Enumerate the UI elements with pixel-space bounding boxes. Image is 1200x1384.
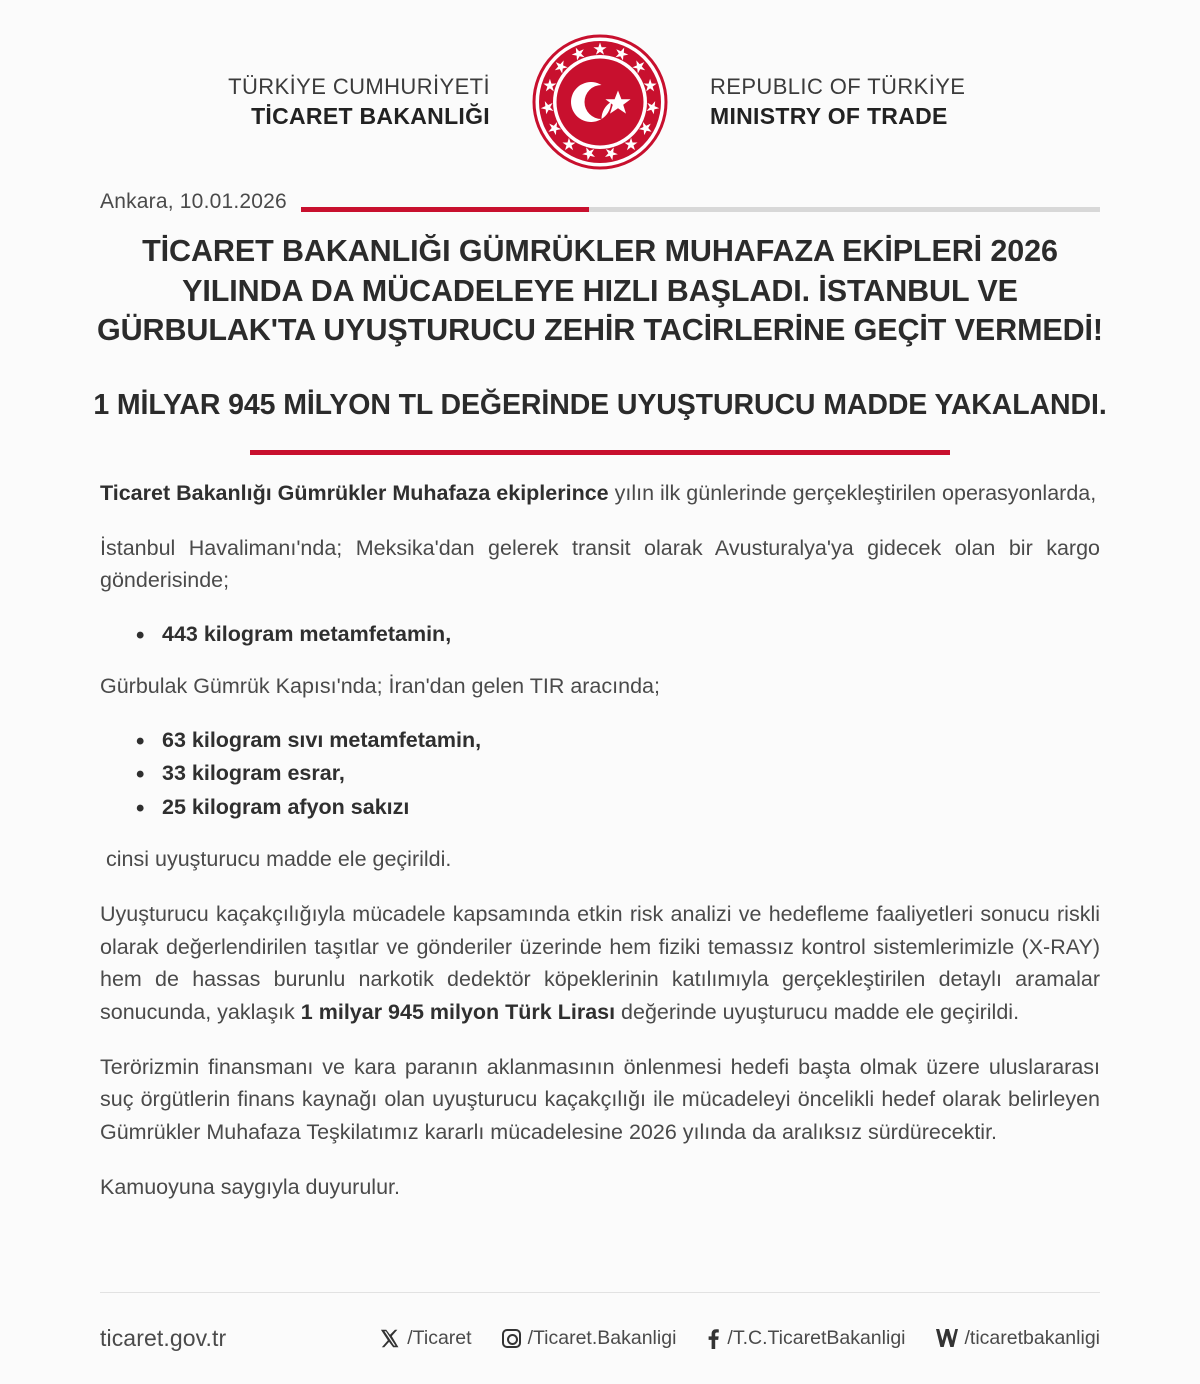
header-en-line2: MINISTRY OF TRADE [710,103,948,130]
list-item: • 443 kilogram metamfetamin, [134,619,1100,650]
header-right-english [668,72,1038,133]
header-tr-line2: TİCARET BAKANLIĞI [251,103,490,130]
social-link-facebook[interactable] [706,1327,905,1350]
page-title: TİCARET BAKANLIĞI GÜMRÜKLER MUHAFAZA EKİPLERİ 2026 YILINDA DA MÜCADELEYE HIZLI BAŞLADI. İSTANBUL VE GÜRBULAK'TA UYUŞTURUCU ZEHİR TACİRLERİNE GEÇİT VERMEDİ! [97,234,1103,348]
divider-gray-segment [589,207,1100,212]
lead-bold-text: Ticaret Bakanlığı Gümrükler Muhafaza ekiplerince [100,480,609,505]
social-links [379,1327,1100,1350]
istanbul-seizure-list [100,619,1100,650]
divider-red-segment [301,207,589,212]
instagram-icon [502,1329,521,1348]
place-date: Ankara, 10.01.2026 [100,190,287,213]
xray-text-part2: değerinde uyuşturucu madde ele geçirildi. [615,999,1020,1024]
header-divider [301,206,1100,212]
social-link-x[interactable] [379,1327,471,1350]
footer-divider [100,1292,1100,1293]
header-left-turkish [162,72,532,133]
website-link[interactable]: ticaret.gov.tr [100,1324,227,1351]
gurbulak-seizure-list [100,725,1100,823]
list-item: • 33 kilogram esrar, [134,758,1100,789]
social-link-instagram[interactable] [502,1327,677,1350]
social-handle-facebook: /T.C.TicaretBakanligi [727,1326,906,1349]
social-handle-x: /Ticaret [407,1326,472,1349]
header-tr-line1: TÜRKİYE CUMHURİYETİ [228,73,490,99]
title-block [0,214,1200,455]
xray-amount-bold: 1 milyar 945 milyon Türk Lirası [300,999,616,1024]
page-subtitle: 1 MİLYAR 945 MİLYON TL DEĞERİNDE UYUŞTURUCU MADDE YAKALANDI. [93,388,1107,421]
xray-paragraph [100,898,1100,1029]
document-footer [0,1292,1200,1384]
x-twitter-icon [379,1328,400,1349]
social-link-linkedin[interactable] [936,1327,1101,1350]
list-item: • 63 kilogram sıvı metamfetamin, [134,725,1100,756]
document-header [0,0,1200,180]
istanbul-intro-paragraph: İstanbul Havalimanı'nda; Meksika'dan gelerek transit olarak Avusturalya'ya gidecek olan bir kargo gönderisinde; [100,535,1100,593]
date-rule-row [0,180,1200,214]
turkish-ministry-emblem-icon [532,34,668,170]
after-list-note: cinsi uyuşturucu madde ele geçirildi. [106,847,452,872]
header-en-line1: REPUBLIC OF TÜRKİYE [710,73,966,99]
closing-paragraph: Kamuoyuna saygıyla duyurulur. [100,1174,400,1199]
lead-rest-text: yılın ilk günlerinde gerçekleştirilen operasyonlarda, [608,480,1097,505]
xray-text-part1: Uyuşturucu kaçakçılığıyla mücadele kapsamında etkin risk analizi ve hedefleme faaliyetleri sonucu riskli olarak değerlendirilen taşıtlar ve gönderiler üzerinde hem fiziki temassız kontrol sistemlerimizle (X-RAY) hem de hassas burunlu narkotik dedektör köpeklerinin katılımıyla gerçekleştirilen detaylı aramalar sonucunda, yaklaşık [100,901,1100,1024]
facebook-icon [706,1327,720,1349]
gurbulak-intro-paragraph: Gürbulak Gümrük Kapısı'nda; İran'dan gelen TIR aracında; [100,674,660,699]
linkedin-icon [936,1328,958,1348]
list-item: • 25 kilogram afyon sakızı [134,792,1100,823]
lead-paragraph [100,477,1100,510]
social-handle-linkedin: /ticaretbakanligi [964,1326,1100,1349]
document-body [0,455,1200,1203]
terror-financing-paragraph: Terörizmin finansmanı ve kara paranın aklanmasının önlenmesi hedefi başta olmak üzere uluslararası suç örgütlerin finans kaynağı olan uyuşturucu kaçakçılığı ile mücadeleyi öncelikli hedef olarak belirleyen Gümrükler Muhafaza Teşkilatımız kararlı mücadelesine 2026 yılında da aralıksız sürdürecektir. [100,1054,1100,1144]
social-handle-instagram: /Ticaret.Bakanligi [527,1326,677,1349]
